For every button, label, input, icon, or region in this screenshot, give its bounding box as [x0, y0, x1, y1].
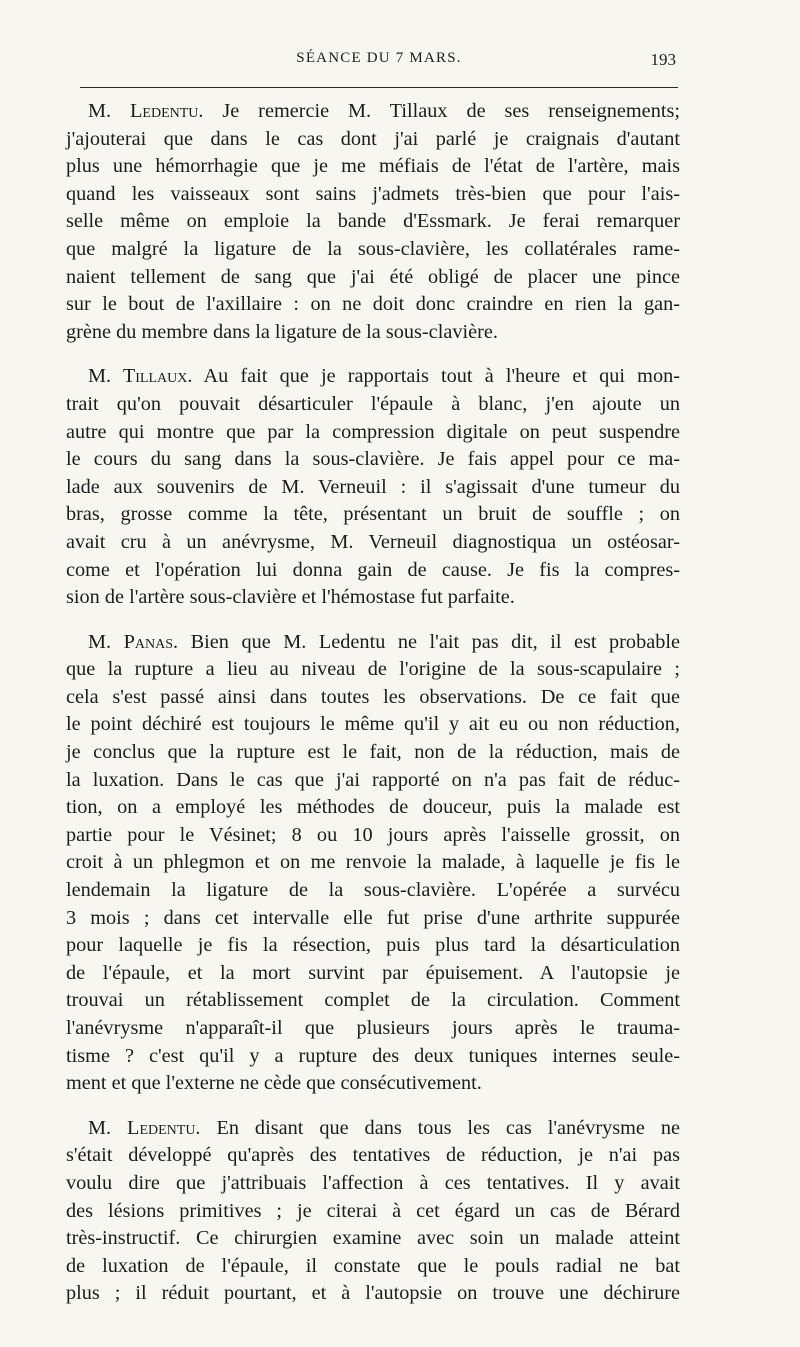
page-number: 193: [650, 50, 676, 69]
line-text: Bien que M. Ledentu ne l'ait pas dit, il est probable: [178, 630, 680, 653]
text-line: lendemain la ligature de la sous-clavière. L'opérée a survécu: [66, 879, 680, 902]
text-line: autre qui montre que par la compression digitale on peut suspendre: [66, 420, 680, 443]
text-line: de l'épaule, et la mort survint par épuisement. A l'autopsie je: [66, 961, 680, 984]
text-line: plus ; il réduit pourtant, et à l'autopsie on trouve une déchirure: [66, 1282, 680, 1305]
text-line: que malgré la ligature de la sous-clavière, les collatérales rame-: [66, 237, 680, 260]
speaker-name: M. Panas.: [88, 630, 179, 653]
text-line: tion, on a employé les méthodes de douceur, puis la malade est: [66, 796, 680, 819]
text-line: des lésions primitives ; je citerai à cet égard un cas de Bérard: [66, 1199, 680, 1222]
text-line: sur le bout de l'axillaire : on ne doit donc craindre en rien la gan-: [66, 293, 680, 316]
text-line: pour laquelle je fis la résection, puis plus tard la désarticulation: [66, 934, 680, 957]
text-line: très-instructif. Ce chirurgien examine avec soin un malade atteint: [66, 1227, 680, 1250]
text-line: ment et que l'externe ne cède que consécutivement.: [66, 1072, 482, 1095]
running-title: SÉANCE DU 7 MARS.: [296, 50, 462, 66]
paragraph-tillaux: [66, 363, 680, 611]
text-line: que la rupture a lieu au niveau de l'origine de la sous-scapulaire ;: [66, 658, 680, 681]
text-line: plus une hémorrhagie que je me méfiais de l'état de l'artère, mais: [66, 155, 680, 178]
text-line: s'était développé qu'après des tentatives de réduction, je n'ai pas: [66, 1144, 680, 1167]
text-line: [66, 98, 680, 126]
text-line: le cours du sang dans la sous-clavière. Je fais appel pour ce ma-: [66, 448, 680, 471]
text-line: naient tellement de sang que j'ai été obligé de placer une pince: [66, 265, 680, 288]
text-line: cela s'est passé ainsi dans toutes les observations. De ce fait que: [66, 685, 680, 708]
text-line: grène du membre dans la ligature de la sous-clavière.: [66, 320, 498, 343]
text-line: tisme ? c'est qu'il y a rupture des deux tuniques internes seule-: [66, 1044, 680, 1067]
text-line: j'ajouterai que dans le cas dont j'ai parlé je craignais d'autant: [66, 127, 680, 150]
running-head: [80, 50, 678, 74]
text-line: la luxation. Dans le cas que j'ai rapporté on n'a pas fait de réduc-: [66, 768, 680, 791]
text-line: [66, 1115, 680, 1143]
speaker-name: M. Tillaux.: [88, 365, 193, 388]
header-rule: [80, 87, 678, 88]
paragraph-panas: [66, 629, 680, 1098]
text-line: trouvai un rétablissement complet de la circulation. Comment: [66, 989, 680, 1012]
text-line: sion de l'artère sous-clavière et l'hémostase fut parfaite.: [66, 586, 515, 609]
text-line: croit à un phlegmon et on me renvoie la malade, à laquelle je fis le: [66, 851, 680, 874]
paragraph-ledentu-2: [66, 1115, 680, 1308]
text-line: trait qu'on pouvait désarticuler l'épaule à blanc, j'en ajoute un: [66, 392, 680, 415]
text-line: selle même on emploie la bande d'Essmark. Je ferai remarquer: [66, 210, 680, 233]
line-text: Je remercie M. Tillaux de ses renseignements;: [203, 100, 680, 122]
text-line: [66, 363, 680, 391]
text-line: [66, 629, 680, 657]
body-text: [66, 98, 680, 1325]
text-line: je conclus que la rupture est le fait, non de la réduction, mais de: [66, 741, 680, 764]
text-line: voulu dire que j'attribuais l'affection à ces tentatives. Il y avait: [66, 1171, 680, 1194]
text-line: come et l'opération lui donna gain de cause. Je fis la compres-: [66, 558, 680, 581]
line-text: En disant que dans tous les cas l'anévrysme ne: [200, 1116, 680, 1139]
text-line: lade aux souvenirs de M. Verneuil : il s'agissait d'une tumeur du: [66, 475, 680, 498]
text-line: avait cru à un anévrysme, M. Verneuil diagnostiqua un ostéosar-: [66, 530, 680, 553]
paragraph-ledentu-1: [66, 98, 680, 346]
speaker-name: M. Ledentu.: [88, 1116, 201, 1139]
text-line: bras, grosse comme la tête, présentant un bruit de souffle ; on: [66, 503, 680, 526]
text-line: quand les vaisseaux sont sains j'admets très-bien que pour l'ais-: [66, 182, 680, 205]
text-line: de luxation de l'épaule, il constate que le pouls radial ne bat: [66, 1254, 680, 1277]
line-text: Au fait que je rapportais tout à l'heure et qui mon-: [192, 365, 680, 388]
text-line: l'anévrysme n'apparaît-il que plusieurs jours après le trauma-: [66, 1017, 680, 1039]
text-line: le point déchiré est toujours le même qu'il y ait eu ou non réduction,: [66, 713, 680, 736]
text-line: partie pour le Vésinet; 8 ou 10 jours après l'aisselle grossit, on: [66, 823, 680, 846]
text-line: 3 mois ; dans cet intervalle elle fut prise d'une arthrite suppurée: [66, 906, 680, 929]
speaker-name: M. Ledentu.: [88, 100, 204, 122]
